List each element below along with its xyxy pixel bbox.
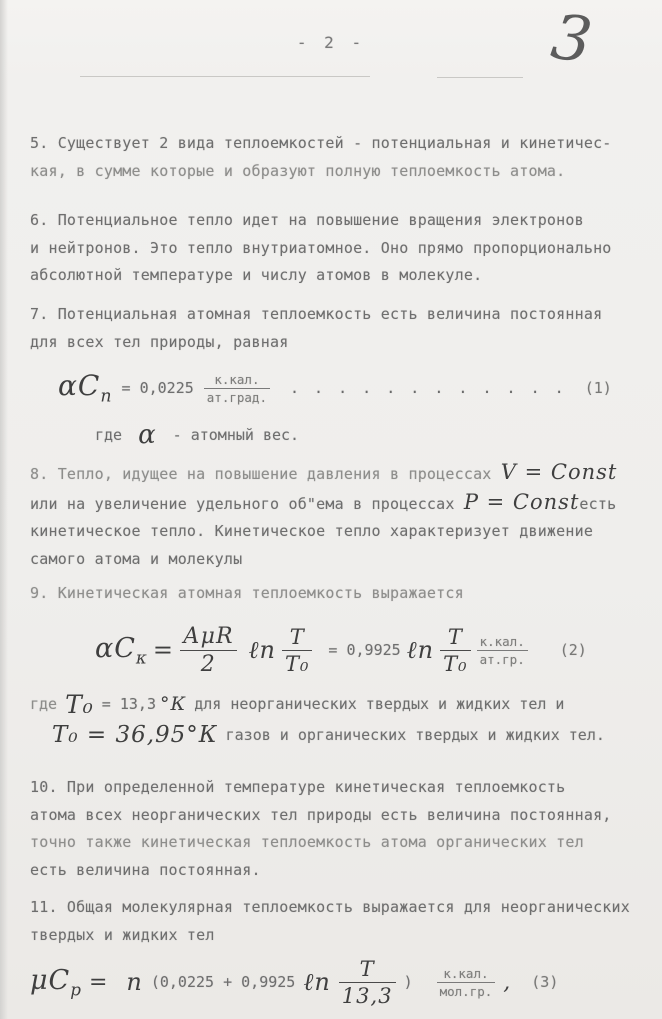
- formula-2-fraction-2-denominator: T₀: [443, 651, 468, 676]
- formula-3-comma: ,: [503, 969, 512, 995]
- paragraph-10-line-1: 10. При определенной температуре кинетическая теплоемкость: [30, 778, 566, 796]
- formula-1-unit-numerator: к.кал.: [204, 372, 270, 389]
- paragraph-7: [30, 301, 645, 356]
- formula-1-unit-denominator: ат.град.: [206, 389, 267, 405]
- formula-2-fraction-amr-numerator: АμR: [180, 624, 237, 651]
- paragraph-5-line-1: 5. Существует 2 вида теплоемкостей - потенциальная и кинетичес-: [30, 134, 612, 152]
- paragraph-5: [30, 130, 645, 185]
- t0-symbol-value-2: T₀ = 36,95°К: [52, 722, 218, 748]
- paragraph-8: [30, 459, 645, 573]
- paragraph-10: [30, 774, 645, 884]
- formula-3-lhs-main: μC: [30, 964, 71, 996]
- formula-2-ln-1: ℓn: [248, 635, 276, 664]
- formula-2-coefficient: = 0,9925: [328, 641, 401, 659]
- formula-2-where-line-2: [52, 719, 605, 751]
- formula-2-fraction-amr: [180, 624, 237, 677]
- formula-3-fraction: [339, 957, 396, 1008]
- formula-2-tag: (2): [559, 641, 587, 659]
- formula-3-typed-open: (0,0225 + 0,9925: [150, 973, 296, 991]
- paragraph-11: [30, 894, 645, 949]
- formula-3-unit-denominator: мол.гр.: [439, 983, 493, 999]
- faint-rule-right: [437, 77, 523, 78]
- paragraph-11-line-1: 11. Общая молекулярная теплоемкость выражается для неорганических: [30, 898, 630, 916]
- handwritten-page-index: 3: [547, 0, 597, 78]
- paragraph-8-line-3: кинетическое тепло. Кинетическое тепло характеризует движение: [30, 522, 594, 540]
- formula-3-fraction-denominator: 13,3: [341, 983, 393, 1008]
- formula-1: [58, 362, 612, 414]
- where-label: где: [95, 426, 123, 444]
- formula-2-fraction-amr-denominator: 2: [200, 651, 216, 677]
- formula-1-value: = 0,0225: [121, 379, 194, 397]
- paragraph-6-line-1: 6. Потенциальное тепло идет на повышение вращения электронов: [30, 211, 584, 229]
- formula-3-equals: =: [88, 969, 109, 995]
- paragraph-6: [30, 207, 645, 290]
- formula-2-equals-1: =: [152, 636, 174, 664]
- formula-3-fraction-numerator: T: [339, 957, 396, 983]
- paragraph-10-line-2: атома всех неорганических тел природы есть величина постоянная,: [30, 805, 612, 824]
- formula-1-lhs: [58, 369, 112, 407]
- formula-2-lhs-main: αC: [95, 632, 136, 664]
- formula-3-typed-close: ): [403, 973, 413, 991]
- paragraph-8-line-1-typed: 8. Тепло, идущее на повышение давления в процессах: [30, 465, 492, 483]
- paragraph-7-line-1: 7. Потенциальная атомная теплоемкость есть величина постоянная: [30, 305, 603, 323]
- formula-1-unit-fraction: [204, 372, 270, 405]
- paragraph-6-line-2: и нейтронов. Это тепло внутриатомное. Оно прямо пропорционально: [30, 238, 612, 257]
- t0-value-1: = 13,3: [101, 695, 156, 713]
- formula-1-where-line: [95, 418, 299, 452]
- formula-3-n-symbol: n: [126, 968, 143, 996]
- paragraph-6-line-3: абсолютной температуре и числу атомов в молекуле.: [30, 266, 483, 284]
- formula-2: [95, 612, 587, 688]
- formula-3-unit-fraction: [437, 966, 496, 999]
- formula-2-fraction-2-numerator: T: [440, 625, 470, 651]
- t0-condition-1: для неорганических твердых и жидких тел и: [194, 695, 565, 713]
- where-label-2: где: [30, 695, 58, 713]
- formula-1-lhs-main: αC: [58, 369, 101, 403]
- paragraph-5-line-2: кая, в сумме которые и образуют полную теплоемкость атома.: [30, 161, 566, 180]
- formula-3: [30, 952, 558, 1012]
- formula-2-unit-denominator: ат.гр.: [479, 651, 525, 667]
- faint-rule-left: [80, 76, 370, 77]
- t0-condition-2: газов и органических твердых и жидких тел.: [225, 726, 605, 744]
- alpha-symbol: α: [138, 420, 157, 450]
- formula-2-lhs: [95, 633, 147, 667]
- formula-3-lhs: [30, 965, 81, 999]
- formula-2-unit-fraction: [477, 634, 528, 667]
- formula-3-ln: ℓn: [303, 967, 331, 996]
- paragraph-11-line-2: твердых и жидких тел: [30, 925, 215, 944]
- formula-1-dotted-leader: . . . . . . . . . . . .: [290, 379, 567, 397]
- v-const-handwritten: V = Const: [500, 460, 618, 484]
- page-number: - 2 -: [296, 33, 366, 52]
- paragraph-10-line-3: точно также кинетическая теплоемкость атома органических тел: [30, 833, 584, 851]
- p-const-handwritten: P = Const: [463, 489, 580, 514]
- formula-3-unit-numerator: к.кал.: [437, 966, 496, 983]
- formula-2-ln-2: ℓn: [406, 635, 435, 664]
- formula-2-lhs-subscript: κ: [135, 647, 147, 668]
- paragraph-8-line-4: самого атома и молекулы: [30, 549, 243, 568]
- formula-3-tag: (3): [531, 973, 559, 991]
- alpha-definition: - атомный вес.: [172, 426, 300, 444]
- scan-edge-shadow: [0, 0, 8, 1019]
- paragraph-8-line-2-typed: или на увеличение удельного об"ема в процессах: [30, 494, 455, 513]
- formula-2-fraction-1-numerator: T: [282, 625, 312, 651]
- formula-2-unit-numerator: к.кал.: [477, 634, 528, 651]
- formula-2-fraction-1-denominator: T₀: [284, 651, 310, 676]
- paragraph-10-line-4: есть величина постоянная.: [30, 860, 261, 879]
- formula-3-lhs-subscript: p: [70, 979, 81, 1000]
- formula-2-fraction-t-t0-2: [440, 625, 470, 676]
- formula-1-tag: (1): [584, 379, 612, 397]
- formula-2-fraction-t-t0-1: [282, 625, 312, 676]
- paragraph-8-line-2: [30, 489, 645, 519]
- formula-2-where-line-1: [30, 688, 564, 720]
- paragraph-9-line-1: 9. Кинетическая атомная теплоемкость выражается: [30, 584, 464, 602]
- paragraph-9: [30, 580, 645, 608]
- formula-1-lhs-subscript: п: [100, 386, 112, 407]
- t0-symbol-1: T₀: [65, 689, 94, 719]
- paragraph-8-line-1: [30, 459, 645, 489]
- paragraph-7-line-2: для всех тел природы, равная: [30, 332, 289, 351]
- paragraph-8-line-2-typed2: есть: [579, 494, 617, 513]
- t0-degree-unit: °К: [159, 693, 187, 715]
